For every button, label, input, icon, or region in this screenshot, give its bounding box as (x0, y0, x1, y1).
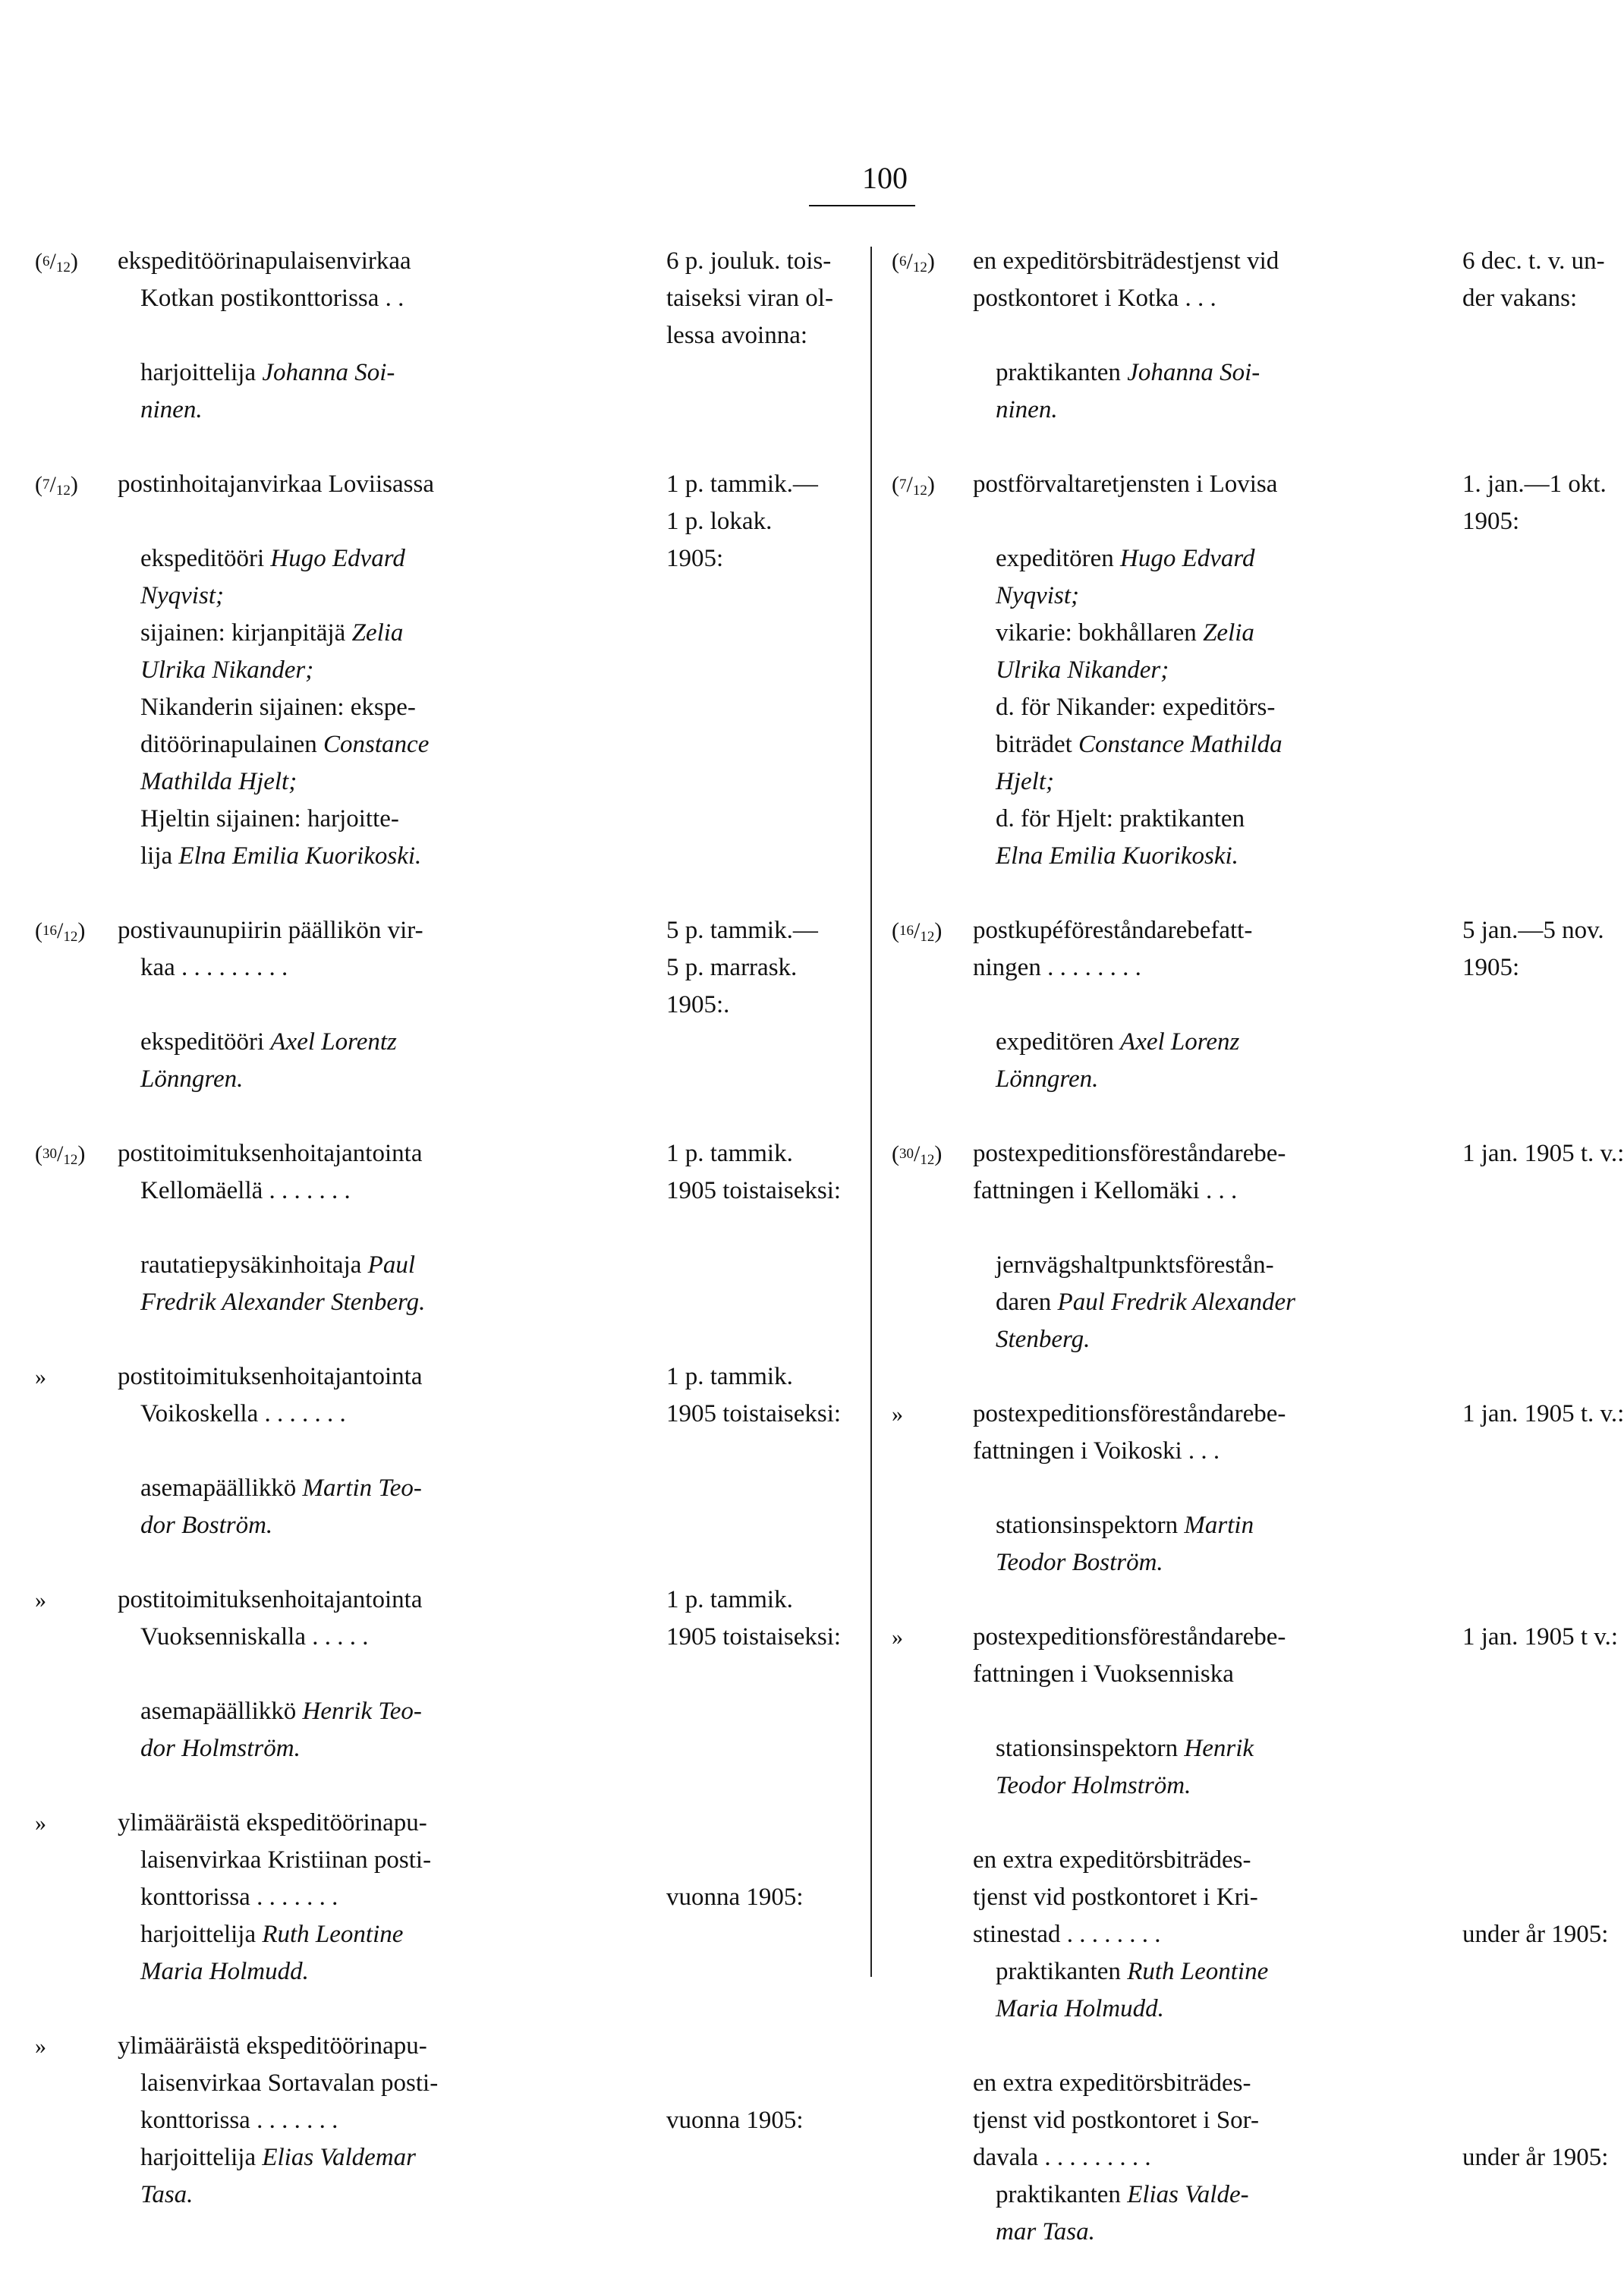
register-entry (0, 1358, 870, 1544)
holder-line (973, 1767, 1451, 1805)
person-name: Elna Emilia Kuorikoski. (996, 842, 1238, 870)
holder-text: praktikanten (996, 1958, 1128, 1985)
period-dates (1462, 1135, 1624, 1172)
holder-line (118, 763, 658, 801)
date-mark: $(^{30}/_{12})$ (35, 1141, 86, 1168)
spacer (118, 1433, 658, 1470)
person-name: ninen. (996, 396, 1058, 423)
position-line: ekspeditöörinapulaisenvirkaa (118, 247, 411, 275)
period-line: vuonna 1905: (666, 1884, 804, 1911)
date-mark-month: 12 (63, 929, 78, 945)
holder-text: jernvägshaltpunktsförestån- (996, 1251, 1274, 1279)
person-name: mar Tasa. (996, 2218, 1095, 2246)
holder-line (118, 1247, 658, 1284)
period-line: 1. jan.—1 okt. (1462, 471, 1607, 498)
period-dates (666, 466, 867, 578)
period-line: 1 jan. 1905 t v.: (1462, 1623, 1619, 1651)
position-line: postexpeditionsföreståndarebe- (973, 1623, 1286, 1651)
person-name: Hjelt; (996, 768, 1054, 795)
holder-line (973, 1024, 1451, 1061)
period-line: 1905 toistaiseksi: (666, 1400, 842, 1427)
period-dates (1462, 466, 1607, 540)
person-name: Ruth Leontine (1127, 1958, 1269, 1985)
ditto-mark: » (892, 1402, 903, 1427)
date-mark-day: 30 (42, 1146, 57, 1162)
person-name: Elna Emilia Kuorikoski. (178, 842, 422, 870)
position-line: postitoimituksenhoitajantointa (118, 1140, 423, 1167)
entry-text (973, 1135, 1451, 1358)
person-name: Elias Valdemar (262, 2144, 416, 2171)
spacer (973, 1210, 1451, 1247)
period-dates (666, 1581, 867, 1656)
holder-line (973, 1991, 1451, 2028)
period-line: 5 p. tammik.— (666, 917, 818, 944)
holder-line (973, 1061, 1451, 1098)
holder-line (973, 838, 1451, 875)
holder-line (118, 801, 658, 838)
entry-text (118, 2028, 658, 2214)
person-name: Ulrika Nikander; (996, 656, 1169, 684)
spacer (1462, 1879, 1576, 1916)
date-mark-month: 12 (63, 1152, 78, 1168)
entry-text (973, 466, 1451, 875)
position-line: en extra expeditörsbiträdes- (973, 2069, 1251, 2097)
entry-text (118, 243, 658, 429)
person-name: Johanna Soi- (262, 359, 395, 386)
position-line: postexpeditionsföreståndarebe- (973, 1140, 1286, 1167)
position-line: postexpeditionsföreståndarebe- (973, 1400, 1286, 1427)
finnish-column (0, 243, 870, 2251)
position-line: stinestad . . . . . . . . (973, 1921, 1161, 1948)
holder-line (973, 652, 1451, 689)
spacer (666, 1805, 867, 1842)
person-name: Paul Fredrik Alexander (1057, 1289, 1295, 1316)
holder-line (973, 2176, 1451, 2214)
holder-line (118, 726, 658, 763)
period-line: 1 p. tammik. (666, 1363, 793, 1390)
holder-line (973, 801, 1451, 838)
ditto-mark: » (35, 1811, 46, 1836)
position-line: postkontoret i Kotka . . . (973, 285, 1216, 312)
person-name: Hugo Edvard (1120, 545, 1255, 572)
register-entry (0, 912, 870, 1098)
ditto-mark: » (35, 2034, 46, 2059)
position-line: tjenst vid postkontoret i Sor- (973, 2107, 1259, 2134)
register-entry (870, 912, 1604, 1098)
period-dates (1462, 1396, 1624, 1433)
holder-line (118, 1916, 658, 1953)
entry-text (118, 1358, 658, 1544)
holder-line (118, 1024, 658, 1061)
holder-line (118, 578, 658, 615)
register-entry (870, 243, 1605, 429)
register-entry (0, 1581, 870, 1767)
date-mark: $(^7/_{12})$ (892, 472, 935, 499)
holder-text: expeditören (996, 1028, 1121, 1056)
person-name: Martin (1184, 1512, 1254, 1539)
person-name: Maria Holmudd. (140, 1958, 309, 1985)
holder-line (118, 1693, 658, 1730)
date-mark-day: 16 (42, 923, 57, 939)
spacer (666, 2065, 867, 2102)
position-line: tjenst vid postkontoret i Kri- (973, 1884, 1258, 1911)
position-line: ningen . . . . . . . . (973, 954, 1141, 981)
holder-text: asemapäällikkö (140, 1698, 303, 1725)
period-line: under år 1905: (1462, 1921, 1609, 1948)
person-name: Zelia (1203, 619, 1254, 647)
entry-text (118, 1135, 658, 1321)
date-mark-month: 12 (920, 929, 935, 945)
person-name: dor Boström. (140, 1512, 273, 1539)
holder-line (973, 689, 1451, 726)
position-line: postkupéföreståndarebefatt- (973, 917, 1253, 944)
person-name: Mathilda Hjelt; (140, 768, 297, 795)
holder-line (973, 1247, 1451, 1284)
period-dates (666, 2028, 867, 2139)
entry-text (973, 1619, 1451, 1805)
holder-line (118, 615, 658, 652)
period-line: 1905 toistaiseksi: (666, 1177, 842, 1204)
spacer (973, 987, 1451, 1024)
position-line: postförvaltaretjensten i Lovisa (973, 471, 1278, 498)
entry-text (973, 1842, 1451, 2028)
spacer (973, 503, 1451, 540)
position-line: fattningen i Vuoksenniska (973, 1660, 1234, 1688)
holder-line (973, 354, 1451, 392)
entry-text (118, 912, 658, 1098)
holder-line (973, 763, 1451, 801)
spacer (118, 317, 658, 354)
person-name: Zelia (351, 619, 404, 647)
date-mark: $(^7/_{12})$ (35, 472, 78, 499)
holder-text: expeditören (996, 545, 1121, 572)
entry-text (118, 466, 658, 875)
period-line: 6 p. jouluk. tois- (666, 247, 832, 275)
period-line: 1 p. tammik. (666, 1140, 793, 1167)
period-line: taiseksi viran ol- (666, 285, 833, 312)
spacer (118, 1656, 658, 1693)
entry-text (973, 243, 1451, 429)
person-name: Constance Mathilda (1078, 731, 1283, 758)
holder-line (973, 578, 1451, 615)
holder-text: praktikanten (996, 359, 1128, 386)
position-line: Kotkan postikonttorissa . . (140, 285, 404, 312)
holder-text: lija (140, 842, 179, 870)
holder-line (973, 2214, 1451, 2251)
ditto-mark: » (892, 1625, 903, 1650)
entry-text (973, 912, 1451, 1098)
holder-line (118, 354, 658, 392)
person-name: Henrik Teo- (302, 1698, 422, 1725)
person-name: Johanna Soi- (1127, 359, 1260, 386)
spacer (118, 987, 658, 1024)
period-line: lessa avoinna: (666, 322, 808, 349)
date-mark: $(^6/_{12})$ (35, 249, 78, 275)
period-dates (666, 912, 867, 1024)
holder-text: asemapäällikkö (140, 1474, 303, 1502)
register-entry (0, 2028, 870, 2214)
date-mark-day: 6 (42, 253, 50, 269)
holder-line (118, 838, 658, 875)
person-name: Martin Teo- (302, 1474, 422, 1502)
date-mark: $(^{16}/_{12})$ (35, 918, 86, 945)
person-name: Teodor Boström. (996, 1549, 1163, 1576)
period-line: 1905:. (666, 991, 730, 1018)
ditto-mark: » (35, 1588, 46, 1613)
register-entry (0, 1805, 870, 1991)
period-dates (1462, 912, 1604, 987)
holder-text: sijainen: kirjanpitäjä (140, 619, 352, 647)
period-line: der vakans: (1462, 285, 1578, 312)
person-name: Paul (367, 1251, 415, 1279)
person-name: Maria Holmudd. (996, 1995, 1164, 2022)
period-line: 1 jan. 1905 t. v.: (1462, 1140, 1624, 1167)
period-dates (1462, 1619, 1619, 1656)
entry-text (973, 1396, 1451, 1581)
position-line: laisenvirkaa Sortavalan posti- (140, 2069, 439, 2097)
person-name: Stenberg. (996, 1326, 1091, 1353)
holder-text: Hjeltin sijainen: harjoitte- (140, 805, 399, 832)
position-line: en expeditörsbiträdestjenst vid (973, 247, 1279, 275)
date-mark: $(^{16}/_{12})$ (892, 918, 943, 945)
holder-text: harjoittelija (140, 359, 263, 386)
spacer (973, 1470, 1451, 1507)
holder-line (973, 540, 1451, 578)
holder-text: stationsinspektorn (996, 1512, 1185, 1539)
holder-line (118, 652, 658, 689)
register-entry (870, 1135, 1624, 1358)
period-line: 1905: (1462, 508, 1520, 535)
person-name: dor Holmström. (140, 1735, 301, 1762)
holder-line (118, 1470, 658, 1507)
holder-line (973, 392, 1451, 429)
period-line: 6 dec. t. v. un- (1462, 247, 1605, 275)
period-line: under år 1905: (1462, 2144, 1609, 2171)
holder-text: rautatiepysäkinhoitaja (140, 1251, 368, 1279)
period-line: 1905: (666, 545, 724, 572)
spacer (1462, 2065, 1576, 2102)
holder-text: d. för Hjelt: praktikanten (996, 805, 1245, 832)
spacer (666, 2028, 867, 2065)
position-line: Vuoksenniskalla . . . . . (140, 1623, 369, 1651)
holder-text: ekspeditööri (140, 545, 271, 572)
person-name: Tasa. (140, 2181, 194, 2208)
page-number-rule (809, 205, 915, 206)
register-entry (870, 1396, 1624, 1581)
holder-line (118, 1507, 658, 1544)
person-name: Ulrika Nikander; (140, 656, 314, 684)
person-name: Hugo Edvard (270, 545, 405, 572)
position-line: postitoimituksenhoitajantointa (118, 1363, 423, 1390)
spacer (973, 317, 1451, 354)
position-line: davala . . . . . . . . . (973, 2144, 1151, 2171)
holder-text: ekspeditööri (140, 1028, 271, 1056)
holder-line (973, 615, 1451, 652)
holder-line (973, 726, 1451, 763)
swedish-column (870, 243, 1624, 2288)
holder-text: d. för Nikander: expeditörs- (996, 694, 1276, 721)
register-entry (870, 1619, 1619, 1805)
person-name: ninen. (140, 396, 203, 423)
person-name: Elias Valde- (1127, 2181, 1249, 2208)
spacer (1462, 2102, 1576, 2139)
period-line: 1 p. tammik. (666, 1586, 793, 1613)
date-mark: $(^6/_{12})$ (892, 249, 935, 275)
holder-line (118, 392, 658, 429)
person-name: Axel Lorenz (1120, 1028, 1240, 1056)
holder-line (118, 2139, 658, 2176)
period-dates (666, 1135, 867, 1210)
position-line: konttorissa . . . . . . . (140, 1884, 338, 1911)
period-line: 1905 toistaiseksi: (666, 1623, 842, 1651)
position-line: postitoimituksenhoitajantointa (118, 1586, 423, 1613)
entry-text (973, 2065, 1451, 2251)
period-dates (666, 1805, 867, 1916)
page-number: 100 (862, 161, 908, 195)
position-line: fattningen i Kellomäki . . . (973, 1177, 1238, 1204)
holder-line (973, 1507, 1451, 1544)
position-line: en extra expeditörsbiträdes- (973, 1846, 1251, 1874)
person-name: Nyqvist; (140, 582, 224, 609)
period-dates (666, 1358, 867, 1433)
register-entry (870, 466, 1607, 875)
holder-line (973, 1730, 1451, 1767)
person-name: Ruth Leontine (262, 1921, 404, 1948)
spacer (1462, 1842, 1576, 1879)
register-entry (0, 243, 870, 429)
holder-text: stationsinspektorn (996, 1735, 1185, 1762)
period-line: 1 p. tammik.— (666, 471, 818, 498)
period-line: vuonna 1905: (666, 2107, 804, 2134)
position-line: fattningen i Voikoski . . . (973, 1437, 1220, 1465)
spacer (118, 1210, 658, 1247)
position-line: postinhoitajanvirkaa Loviisassa (118, 471, 434, 498)
person-name: Axel Lorentz (270, 1028, 397, 1056)
holder-text: biträdet (996, 731, 1079, 758)
date-mark-day: 7 (899, 477, 907, 493)
period-dates (1462, 1842, 1609, 1953)
person-name: Henrik (1184, 1735, 1254, 1762)
period-line: 5 jan.—5 nov. (1462, 917, 1604, 944)
entry-text (118, 1581, 658, 1767)
period-line: 5 p. marrask. (666, 954, 798, 981)
holder-line (973, 1544, 1451, 1581)
position-line: kaa . . . . . . . . . (140, 954, 288, 981)
date-mark-month: 12 (920, 1152, 935, 1168)
period-line: 1905: (1462, 954, 1520, 981)
holder-line (973, 1284, 1451, 1321)
holder-text: ditöörinapulainen (140, 731, 324, 758)
period-line: 1 p. lokak. (666, 508, 773, 535)
holder-line (118, 1284, 658, 1321)
date-mark: $(^{30}/_{12})$ (892, 1141, 943, 1168)
entry-text (118, 1805, 658, 1991)
holder-text: vikarie: bokhållaren (996, 619, 1204, 647)
person-name: Teodor Holmström. (996, 1772, 1191, 1799)
person-name: Lönngren. (996, 1065, 1099, 1093)
holder-text: praktikanten (996, 2181, 1128, 2208)
position-line: Kellomäellä . . . . . . . (140, 1177, 351, 1204)
holder-text: daren (996, 1289, 1058, 1316)
person-name: Fredrik Alexander Stenberg. (140, 1289, 426, 1316)
holder-line (118, 1953, 658, 1991)
position-line: postivaunupiirin päällikön vir- (118, 917, 423, 944)
position-line: ylimääräistä ekspeditöörinapu- (118, 2032, 427, 2060)
person-name: Constance (323, 731, 430, 758)
period-dates (666, 243, 867, 354)
holder-line (118, 1730, 658, 1767)
spacer (973, 1693, 1451, 1730)
holder-text: Nikanderin sijainen: ekspe- (140, 694, 416, 721)
date-mark-day: 7 (42, 477, 50, 493)
ditto-mark: » (35, 1364, 46, 1389)
period-line: 1 jan. 1905 t. v.: (1462, 1400, 1624, 1427)
date-mark-month: 12 (55, 260, 71, 275)
holder-line (973, 1953, 1451, 1991)
holder-line (118, 1061, 658, 1098)
holder-line (973, 1321, 1451, 1358)
date-mark-day: 6 (899, 253, 907, 269)
register-entry (870, 2065, 1609, 2251)
holder-line (118, 2176, 658, 2214)
holder-line (118, 540, 658, 578)
register-entry (0, 1135, 870, 1321)
date-mark-month: 12 (912, 260, 927, 275)
position-line: laisenvirkaa Kristiinan posti- (140, 1846, 432, 1874)
period-dates (1462, 243, 1605, 317)
register-entry (0, 466, 870, 875)
holder-text: harjoittelija (140, 2144, 263, 2171)
person-name: Lönngren. (140, 1065, 244, 1093)
date-mark-day: 16 (899, 923, 914, 939)
period-dates (1462, 2065, 1609, 2176)
register-entry (870, 1842, 1609, 2028)
spacer (118, 503, 658, 540)
position-line: ylimääräistä ekspeditöörinapu- (118, 1809, 427, 1836)
spacer (666, 1842, 867, 1879)
date-mark-month: 12 (55, 483, 71, 499)
position-line: konttorissa . . . . . . . (140, 2107, 338, 2134)
date-mark-day: 30 (899, 1146, 914, 1162)
person-name: Nyqvist; (996, 582, 1079, 609)
date-mark-month: 12 (912, 483, 927, 499)
holder-text: harjoittelija (140, 1921, 263, 1948)
holder-line (118, 689, 658, 726)
position-line: Voikoskella . . . . . . . (140, 1400, 346, 1427)
